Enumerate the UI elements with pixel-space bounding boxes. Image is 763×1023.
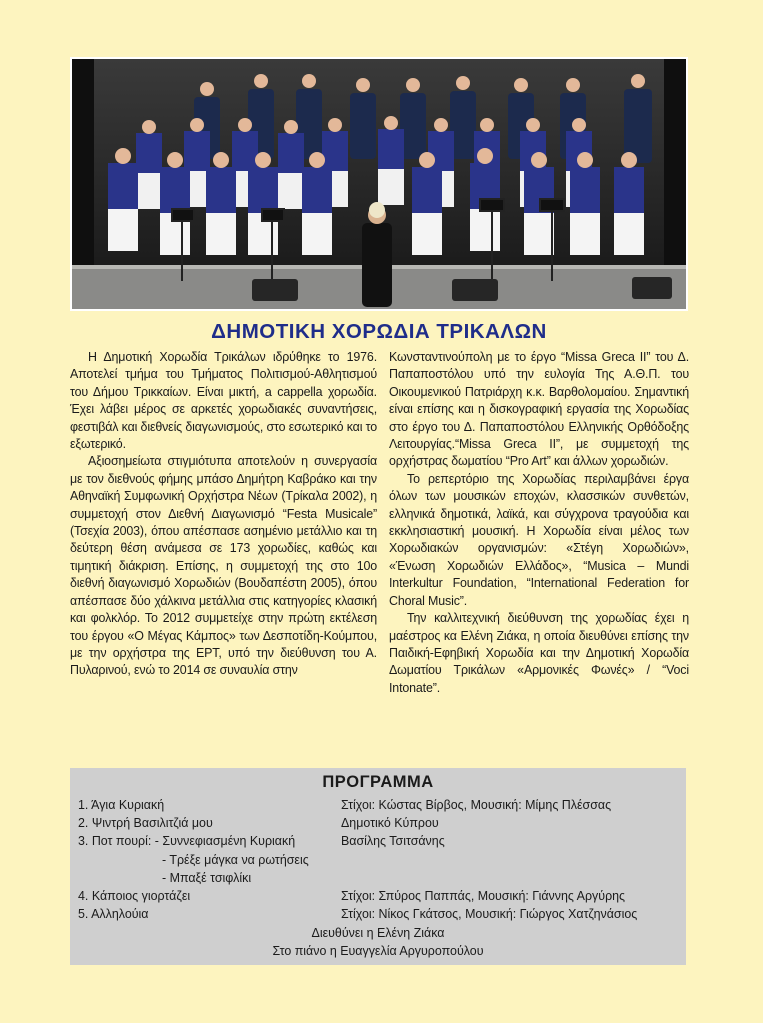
article-left-column — [70, 349, 377, 680]
program-row — [70, 832, 686, 850]
program-song: - Τρέξε μάγκα να ρωτήσεις — [162, 853, 309, 867]
article-paragraph: Κωνσταντινούπολη με το έργο “Missa Greca II” του Δ. Παπαποστόλου υπό την ευλογία Της Α.Θ.Π. του Οικουμενικού Πατριάρχη κ.κ. Βαρθολομαίου. Σημαντική είναι επίσης και η δισκογραφική εργασία της Χορωδίας στο έργο του Δ. Παπαποστόλου Ελληνικής Ορθόδοξης Λειτουργίας.“Missa Greca II”, με συμμετοχή της ορχήστρας δωματίου “Pro Art” και άλλων χορωδιών. — [389, 350, 689, 469]
program-title: ΠΡΟΓΡΑΜΜΑ — [322, 773, 434, 791]
article-paragraph: Αξιοσημείωτα στιγμιότυπα αποτελούν η συνεργασία με τον διεθνούς φήμης μπάσο Δημήτρη Καβράκο και την Αθηναϊκή Συμφωνική Ορχήστρα Νέων (Τρίκαλα 2002), η συμμετοχή στον Διεθνή Διαγωνισμό “Festa Musicale” (Τσεχία 2003), όπου απέσπασε ασημένιο μετάλλιο και τη δεύτερη θέση ανάμεσα σε 173 χορωδίες, καθώς και τιμητική διάκριση. Επίσης, η συμμετοχή της στο 10ο διεθνή διαγωνισμό Χορωδιών (Βουδαπέστη 2005), όπου απέσπασε δύο χάλκινα μετάλλια στις κατηγορίες κλασική και φολκλόρ. Το 2012 συμμετείχε στην πρώτη εκτέλεση του έργου «Ο Μέγας Κάμπος» των Δεσποτίδη-Κούμπου, με την ορχήστρα της ΕΡΤ, υπό την διεύθυνση του Α. Πυλαρινού, ενώ το 2014 σε συναυλία στην — [70, 454, 377, 678]
program-conductor: Διευθύνει η Ελένη Ζιάκα — [311, 926, 445, 940]
program-pianist: Στο πιάνο η Ευαγγελία Αργυροπούλου — [272, 944, 484, 958]
article-paragraph: Το ρεπερτόριο της Χορωδίας περιλαμβάνει έργα όλων των μουσικών εποχών, κλασσικών συνθετών, ελληνικά δημοτικά, λαϊκά, και σύγχρονα τραγούδια και εκκλησιαστική μουσική. Η Χορωδία είναι μέλος των Χορωδιακών οργανισμών: «Στέγη Χορωδιών», «Ένωση Χορωδιών Ελλάδος», “Musica – Mundi Interkultur Foundation, “International Federation for Choral Music”. — [389, 471, 689, 608]
program-song: - Μπαξέ τσιφλίκι — [162, 871, 252, 885]
article-title: ΔΗΜΟΤΙΚΗ ΧΟΡΩΔΙΑ ΤΡΙΚΑΛΩΝ — [211, 320, 547, 343]
program-song: 3. Ποτ πουρί: - Συννεφιασμένη Κυριακή — [78, 834, 296, 848]
program-row — [70, 851, 686, 869]
program-row — [70, 887, 686, 905]
program-credits: Στίχοι: Σπύρος Παππάς, Μουσική: Γιάννης Αργύρης — [341, 889, 626, 903]
program-row — [70, 796, 686, 814]
program-song: 5. Αλληλούια — [78, 907, 149, 921]
program-box — [70, 768, 686, 965]
program-song: 4. Κάποιος γιορτάζει — [78, 889, 191, 903]
program-row — [70, 869, 686, 887]
program-credits: Βασίλης Τσιτσάνης — [341, 834, 445, 848]
article-right-column — [389, 349, 689, 697]
article-paragraph: Η Δημοτική Χορωδία Τρικάλων ιδρύθηκε το 1976. Αποτελεί τμήμα του Τμήματος Πολιτισμού-Αθλητισμού του Δήμου Τρικκαίων. Είναι μικτή, a cappella χορωδία. Έχει λάβει μέρος σε αρκετές χορωδιακές συναντήσεις, φεστιβάλ και διεθνείς διαγωνισμούς, στο εσωτερικό και το εξωτερικό. — [70, 350, 377, 452]
article-paragraph: Την καλλιτεχνική διεύθυνση της χορωδίας έχει η μαέστρος κα Ελένη Ζιάκα, η οποία διευθύνει επίσης την Παιδική-Εφηβική Χορωδία και την Δημοτική Χορωδία Δωματίου Τρικάλων «Αρμονικές Φωνές» / “Voci Intonate”. — [389, 611, 689, 695]
choir-photo — [70, 57, 688, 311]
program-song: 2. Ψιντρή Βασιλιτζιά μου — [78, 816, 213, 830]
program-credits: Στίχοι: Νίκος Γκάτσος, Μουσική: Γιώργος Χατζηνάσιος — [341, 907, 638, 921]
program-song: 1. Άγια Κυριακή — [78, 798, 165, 812]
program-credits: Δημοτικό Κύπρου — [341, 816, 439, 830]
program-row — [70, 905, 686, 923]
choir-photo-icon — [72, 59, 686, 309]
program-row — [70, 814, 686, 832]
program-credits: Στίχοι: Κώστας Βίρβος, Μουσική: Μίμης Πλέσσας — [341, 798, 612, 812]
